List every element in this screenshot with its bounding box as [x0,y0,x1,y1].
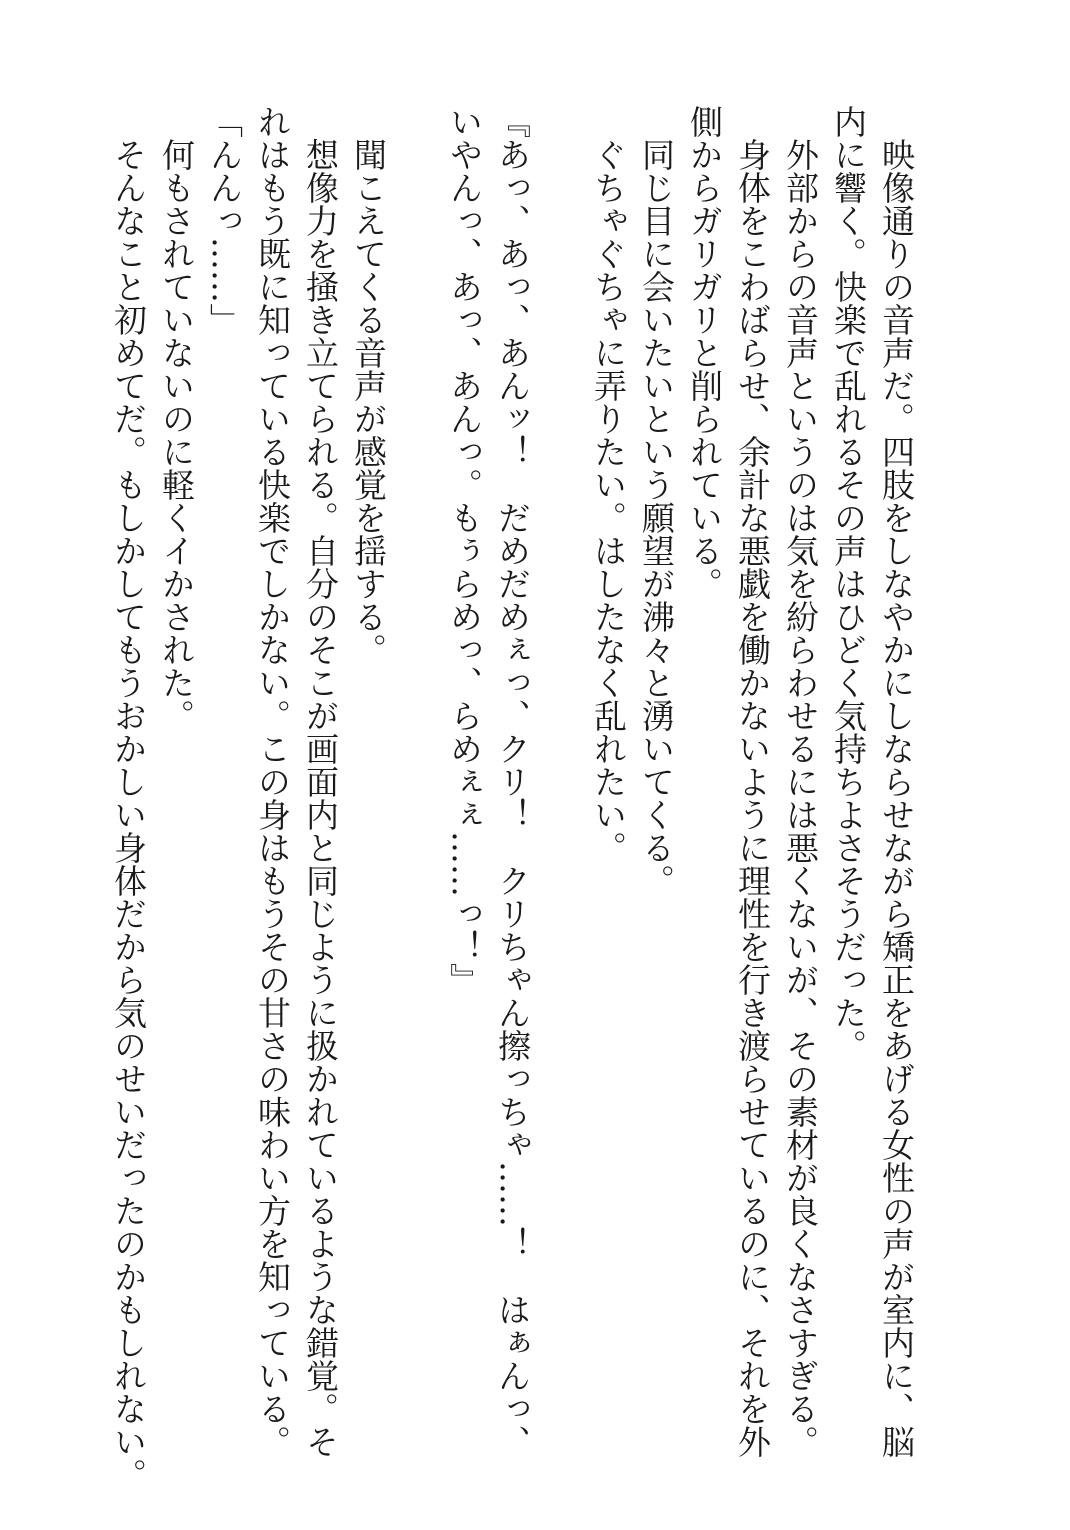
dialogue-line: 「んんっ……」 [205,105,244,336]
text-line: 何もされていないのに軽くイかされた。 [157,105,196,732]
text-line: 映像通りの音声だ。四肢をしなやかにしならせながら矯正をあげる女性の声が室内に、脳 [877,105,916,1458]
text-line: 同じ目に会いたいという願望が沸々と湧いてくる。 [637,105,676,897]
text-line: 外部からの音声というのは気を紛らわせるには悪くないが、その素材が良くなさすぎる。 [781,105,820,1458]
dialogue-line: 『あっ、あっ、あんッ！ だめだめぇっ、クリ！ クリちゃん擦っちゃ……！ はぁんっ、 [493,105,532,1458]
text-line: 身体をこわばらせ、余計な悪戯を働かないように理性を行き渡らせているのに、それを外 [733,105,772,1458]
text-line: 聞こえてくる音声が感覚を揺する。 [349,105,388,666]
text-line: 想像力を掻き立てられる。自分のそこが画面内と同じように扱かれているような錯覚。そ [301,105,340,1458]
text-line: 側からガリガリと削られている。 [685,105,724,600]
text-line: そんなこと初めてだ。もしかしてもうおかしい身体だから気のせいだったのかもしれない。 [109,105,148,1491]
blank-line [392,105,440,1445]
text-line: れはもう既に知っている快楽でしかない。この身はもうその甘さの味わい方を知っている。 [253,105,292,1458]
blank-line [536,105,584,1445]
vertical-text-body [104,105,920,1491]
text-line: ぐちゃぐちゃに弄りたい。はしたなく乱れたい。 [589,105,628,864]
text-line: 内に響く。快楽で乱れるその声はひどく気持ちよさそうだった。 [829,105,868,1062]
dialogue-line: いやんっ、あっ、あんっ。もぅらめっ、らめぇぇ……っ！』 [445,105,484,996]
